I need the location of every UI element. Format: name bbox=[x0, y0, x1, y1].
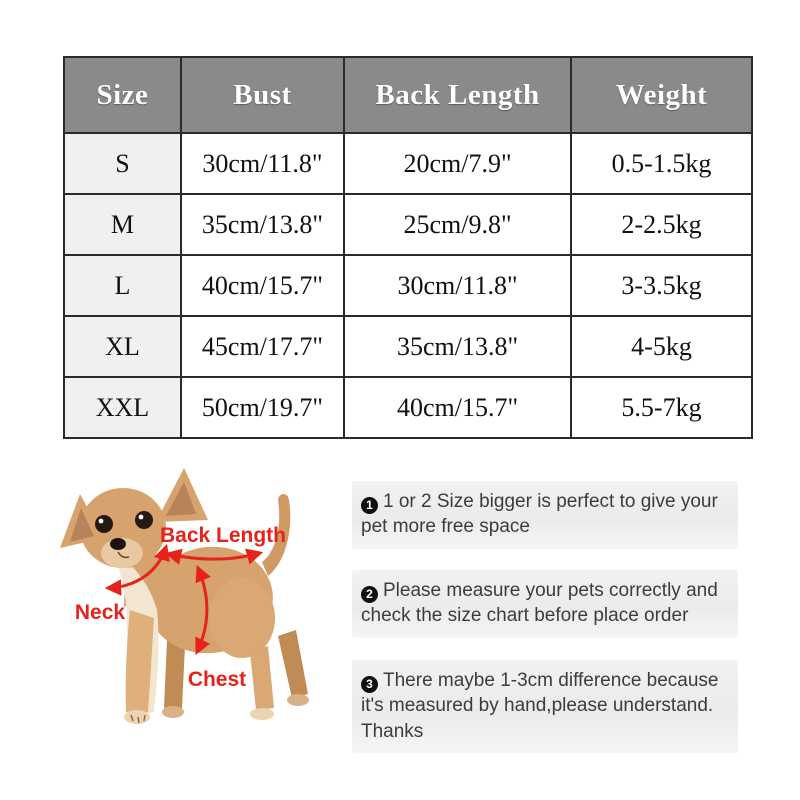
cell-back: 20cm/7.9" bbox=[344, 133, 571, 194]
cell-back: 40cm/15.7" bbox=[344, 377, 571, 438]
table-row-s bbox=[64, 133, 752, 194]
cell-weight: 2-2.5kg bbox=[571, 194, 752, 255]
number-2-icon: 2 bbox=[361, 586, 378, 603]
header-weight: Weight bbox=[571, 57, 752, 133]
cell-weight: 0.5-1.5kg bbox=[571, 133, 752, 194]
cell-size: XL bbox=[64, 316, 181, 377]
neck-label: Neck bbox=[74, 601, 126, 624]
cell-bust: 35cm/13.8" bbox=[181, 194, 344, 255]
note-text: There maybe 1-3cm difference because it's measured by hand,please understand. Thanks bbox=[361, 670, 719, 742]
table-header-row bbox=[64, 57, 752, 133]
number-3-icon: 3 bbox=[361, 676, 378, 693]
cell-weight: 3-3.5kg bbox=[571, 255, 752, 316]
chest-label: Chest bbox=[187, 668, 247, 691]
note-text: Please measure your pets correctly and check the size chart before place order bbox=[361, 580, 718, 627]
note-hand-measure-difference bbox=[352, 660, 738, 753]
note-measure-correctly bbox=[352, 570, 738, 638]
cell-weight: 4-5kg bbox=[571, 316, 752, 377]
cell-back: 30cm/11.8" bbox=[344, 255, 571, 316]
chihuahua-illustration bbox=[30, 460, 330, 780]
header-bust: Bust bbox=[181, 57, 344, 133]
cell-size: XXL bbox=[64, 377, 181, 438]
cell-back: 35cm/13.8" bbox=[344, 316, 571, 377]
note-size-bigger bbox=[352, 481, 738, 549]
cell-size: S bbox=[64, 133, 181, 194]
cell-bust: 50cm/19.7" bbox=[181, 377, 344, 438]
dog-measurement-diagram bbox=[30, 460, 330, 780]
size-chart-table bbox=[63, 56, 753, 439]
cell-bust: 45cm/17.7" bbox=[181, 316, 344, 377]
table-row-l bbox=[64, 255, 752, 316]
header-size: Size bbox=[64, 57, 181, 133]
cell-size: M bbox=[64, 194, 181, 255]
cell-back: 25cm/9.8" bbox=[344, 194, 571, 255]
table-row-xl bbox=[64, 316, 752, 377]
header-back-length: Back Length bbox=[344, 57, 571, 133]
table-row-xxl bbox=[64, 377, 752, 438]
number-1-icon: 1 bbox=[361, 497, 378, 514]
note-text: 1 or 2 Size bigger is perfect to give your pet more free space bbox=[361, 491, 718, 538]
dog-body bbox=[60, 468, 309, 724]
back-length-label: Back Length bbox=[159, 524, 287, 547]
cell-size: L bbox=[64, 255, 181, 316]
cell-bust: 40cm/15.7" bbox=[181, 255, 344, 316]
table-row-m bbox=[64, 194, 752, 255]
cell-weight: 5.5-7kg bbox=[571, 377, 752, 438]
cell-bust: 30cm/11.8" bbox=[181, 133, 344, 194]
